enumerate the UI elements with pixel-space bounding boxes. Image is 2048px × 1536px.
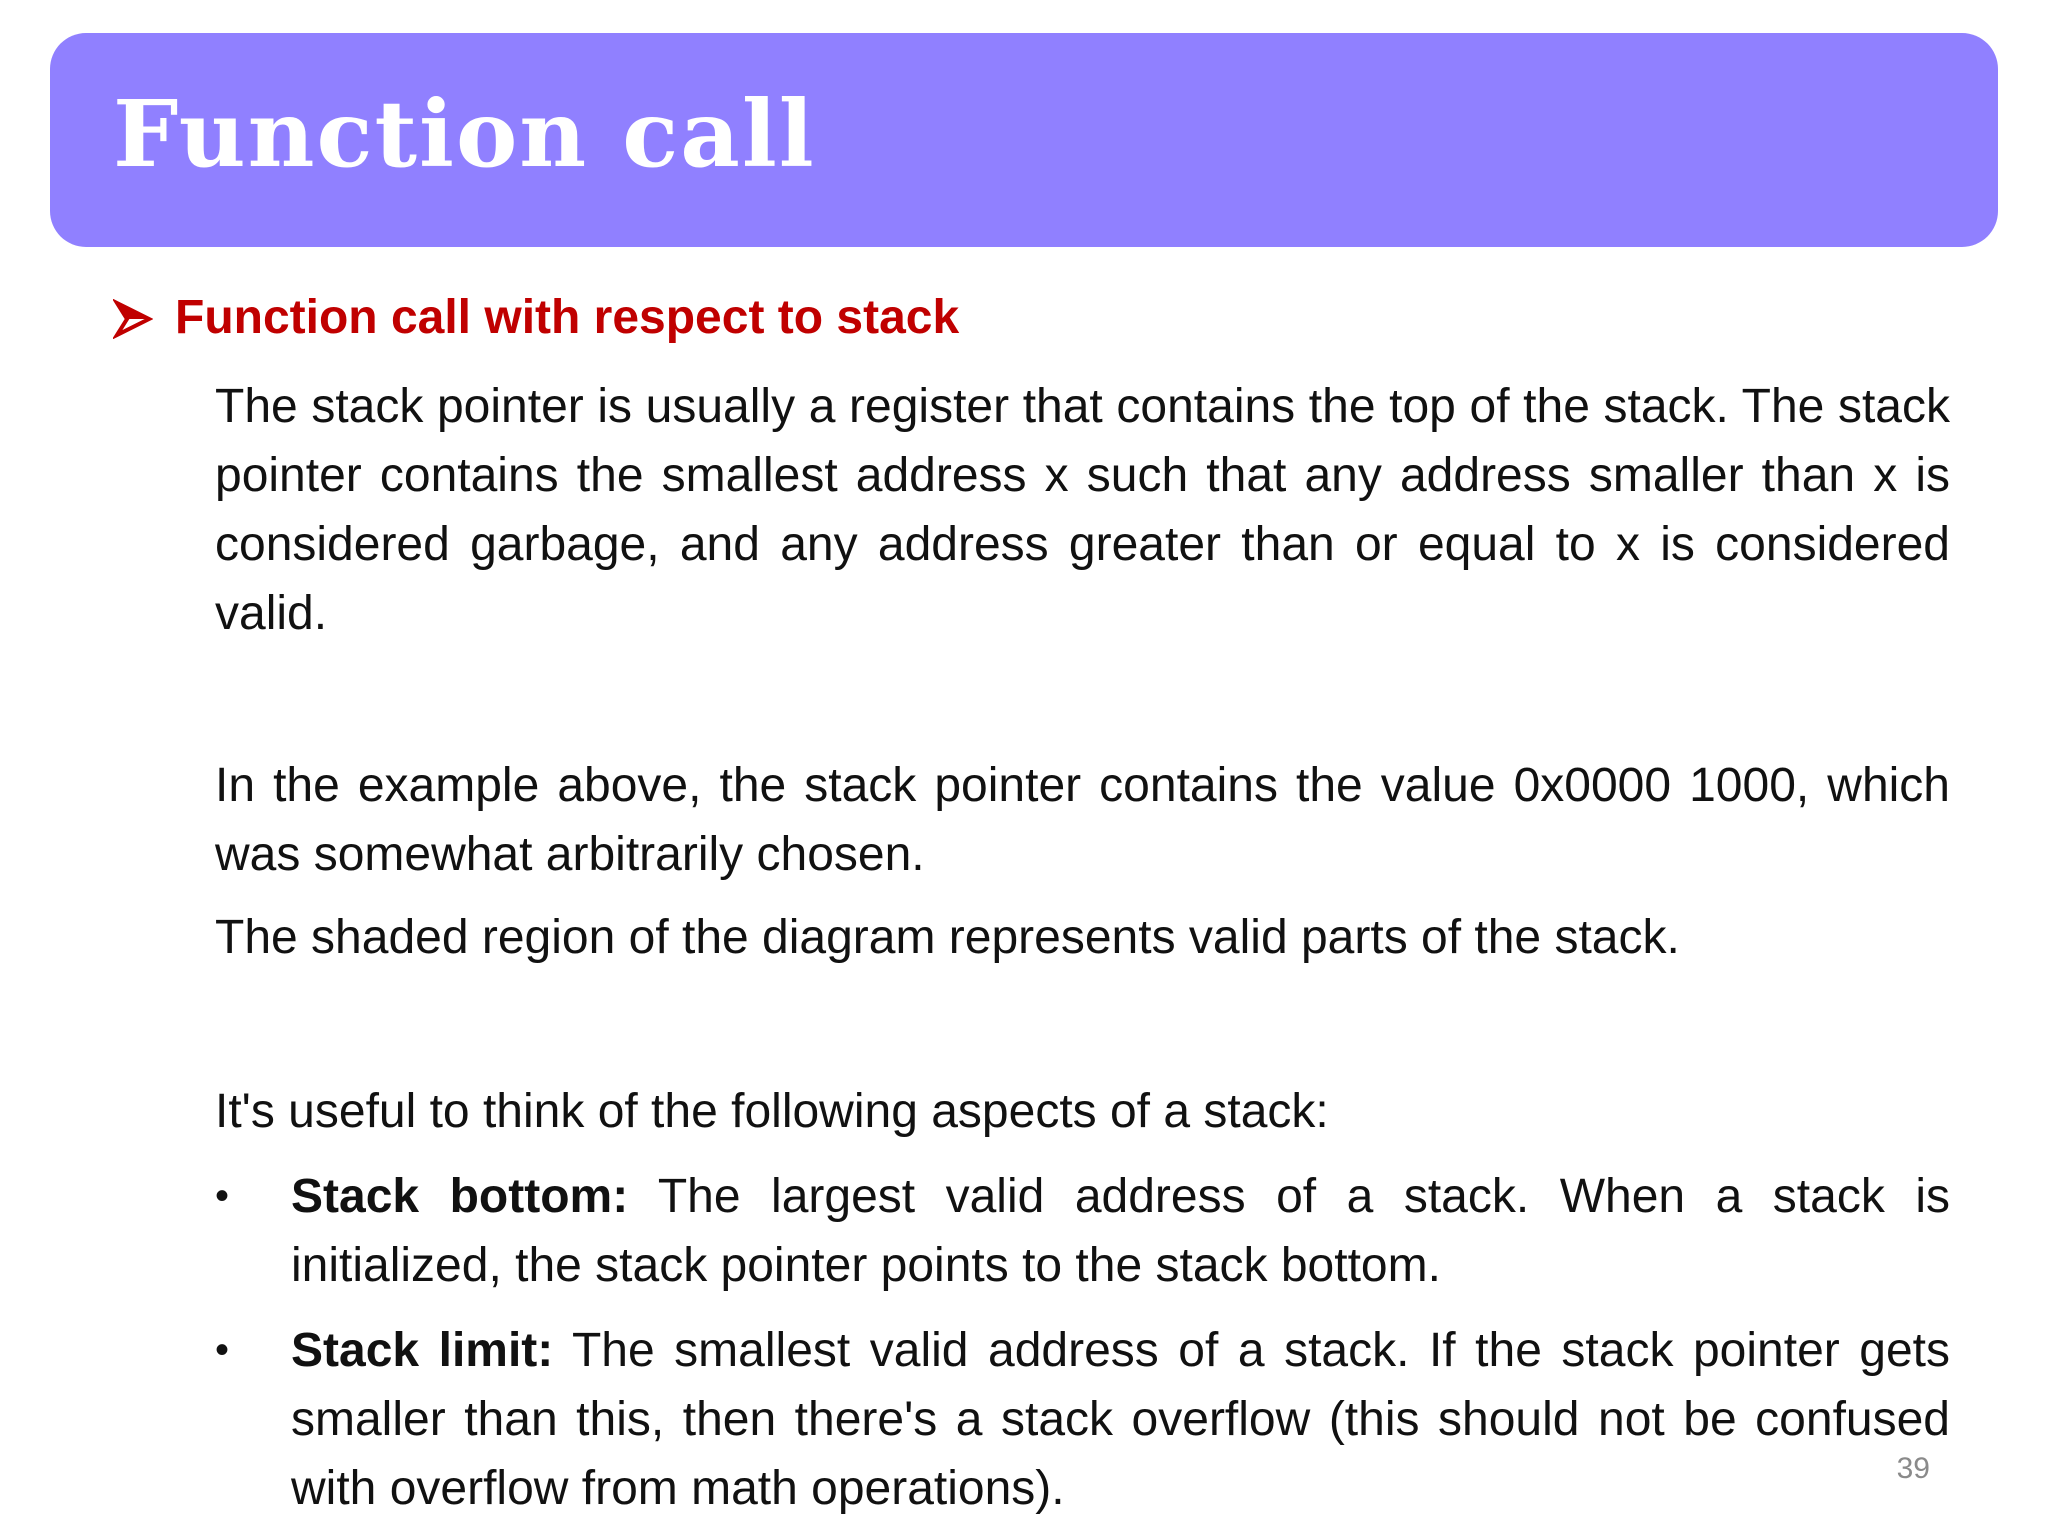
- paragraph-aspects-intro: It's useful to think of the following aspects of a stack:: [215, 1085, 1329, 1138]
- paragraph-example: In the example above, the stack pointer contains the value 0x0000 1000, which was somewhat arbitrarily chosen.: [215, 759, 1950, 881]
- bullet-body: [291, 1316, 1950, 1523]
- section-title: Function call with respect to stack: [175, 291, 960, 344]
- bullet-item: [215, 1316, 1950, 1523]
- bullet-term: Stack bottom:: [291, 1170, 629, 1223]
- paragraph-stack-pointer: The stack pointer is usually a register that contains the top of the stack. The stack pointer contains the smallest address x such that any address smaller than x is considered garbage, and any address greater than or equal to x is considered valid.: [215, 380, 1950, 640]
- bullet-body: [291, 1162, 1950, 1300]
- bullet-item: [215, 1162, 1950, 1300]
- section-heading: [113, 290, 959, 345]
- bullet-text: The smallest valid address of a stack. If the stack pointer gets smaller than this, then there's a stack overflow (this should not be confused with overflow from math operations).: [291, 1324, 1951, 1515]
- bullet-dot-icon: •: [215, 1328, 230, 1372]
- page-number: 39: [1896, 1452, 1930, 1485]
- bullet-text: The largest valid address of a stack. When a stack is initialized, the stack pointer points to the stack bottom.: [291, 1170, 1951, 1292]
- bullet-term: Stack limit:: [291, 1324, 554, 1377]
- paragraph-shaded-region: The shaded region of the diagram represents valid parts of the stack.: [215, 911, 1680, 964]
- slide-title: Function call: [113, 80, 816, 188]
- bullet-dot-icon: •: [215, 1174, 230, 1218]
- arrow-bullet-icon: [113, 299, 153, 339]
